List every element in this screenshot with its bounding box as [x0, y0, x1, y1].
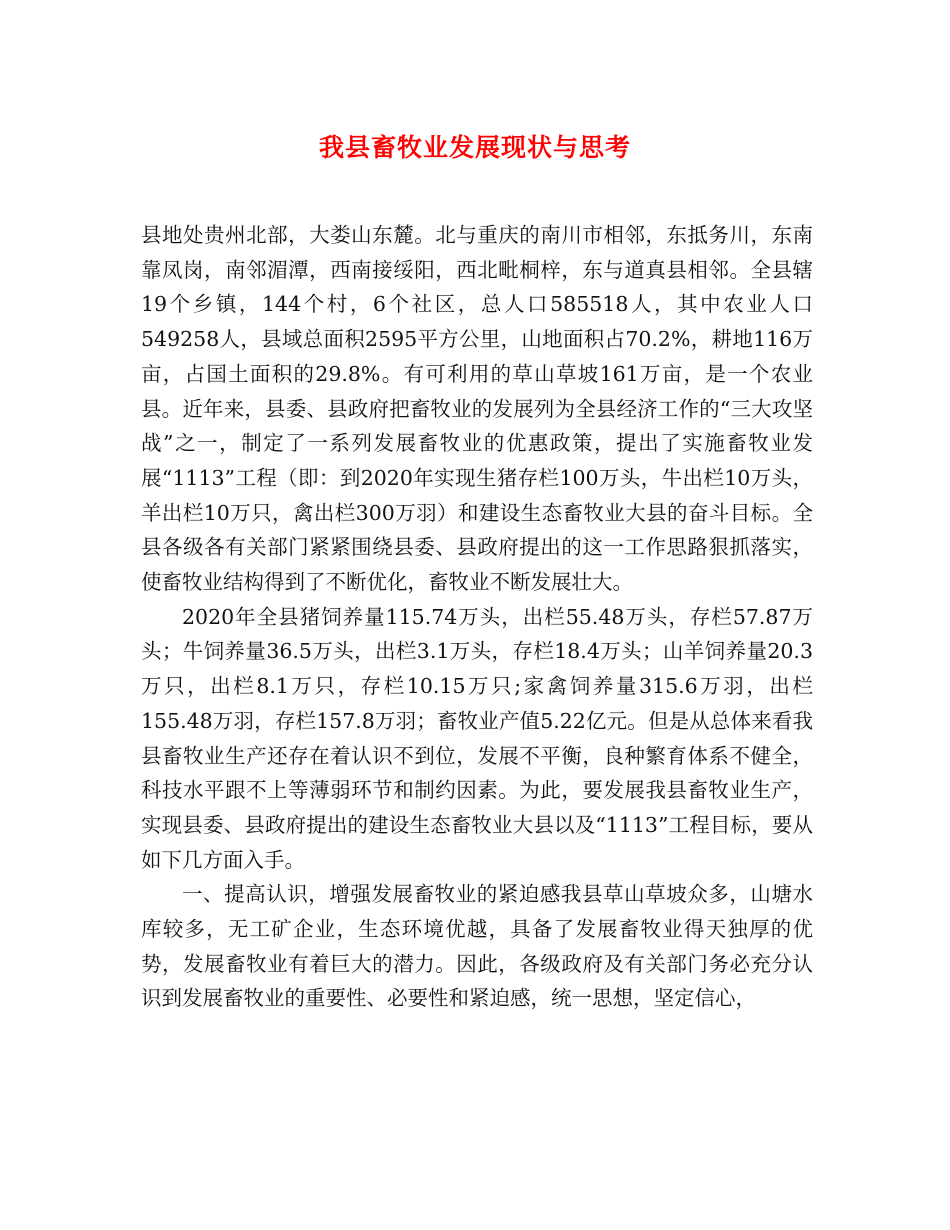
paragraph-statistics: 2020年全县猪饲养量115.74万头，出栏55.48万头，存栏57.87万头；牛饲养量36.5万头，出栏3.1万头，存栏18.4万头；山羊饲养量20.3万只，出栏8.1万只，存栏10.15万只;家禽饲养量315.6万羽，出栏155.48万羽，存栏157.8万羽；畜牧业产值5.22亿元。但是从总体来看我县畜牧业生产还存在着认识不到位，发展不平衡，良种繁育体系不健全，科技水平跟不上等薄弱环节和制约因素。为此，要发展我县畜牧业生产，实现县委、县政府提出的建设生态畜牧业大县以及“1113”工程目标，要从如下几方面入手。	[141, 604, 813, 872]
paragraph-section-one: 一、提高认识，增强发展畜牧业的紧迫感我县草山草坡众多，山塘水库较多，无工矿企业，生态环境优越，具备了发展畜牧业得天独厚的优势，发展畜牧业有着巨大的潜力。因此，各级政府及有关部门务必充分认识到发展畜牧业的重要性、必要性和紧迫感，统一思想，坚定信心，	[141, 882, 813, 1011]
document-body	[141, 218, 813, 1016]
document-title: 我县畜牧业发展现状与思考	[318, 133, 631, 162]
paragraph-overview: 县地处贵州北部，大娄山东麓。北与重庆的南川市相邻，东抵务川，东南靠凤岗，南邻湄潭，西南接绥阳，西北毗桐梓，东与道真县相邻。全县辖19个乡镇，144个村，6个社区，总人口585518人，其中农业人口549258人，县域总面积2595平方公里，山地面积占70.2%，耕地116万亩，占国土面积的29.8%。有可利用的草山草坡161万亩，是一个农业县。近年来，县委、县政府把畜牧业的发展列为全县经济工作的“三大攻坚战”之一，制定了一系列发展畜牧业的优惠政策，提出了实施畜牧业发展“1113”工程（即：到2020年实现生猪存栏100万头，牛出栏10万头，羊出栏10万只，禽出栏300万羽）和建设生态畜牧业大县的奋斗目标。全县各级各有关部门紧紧围绕县委、县政府提出的这一工作思路狠抓落实，使畜牧业结构得到了不断优化，畜牧业不断发展壮大。	[141, 223, 813, 595]
